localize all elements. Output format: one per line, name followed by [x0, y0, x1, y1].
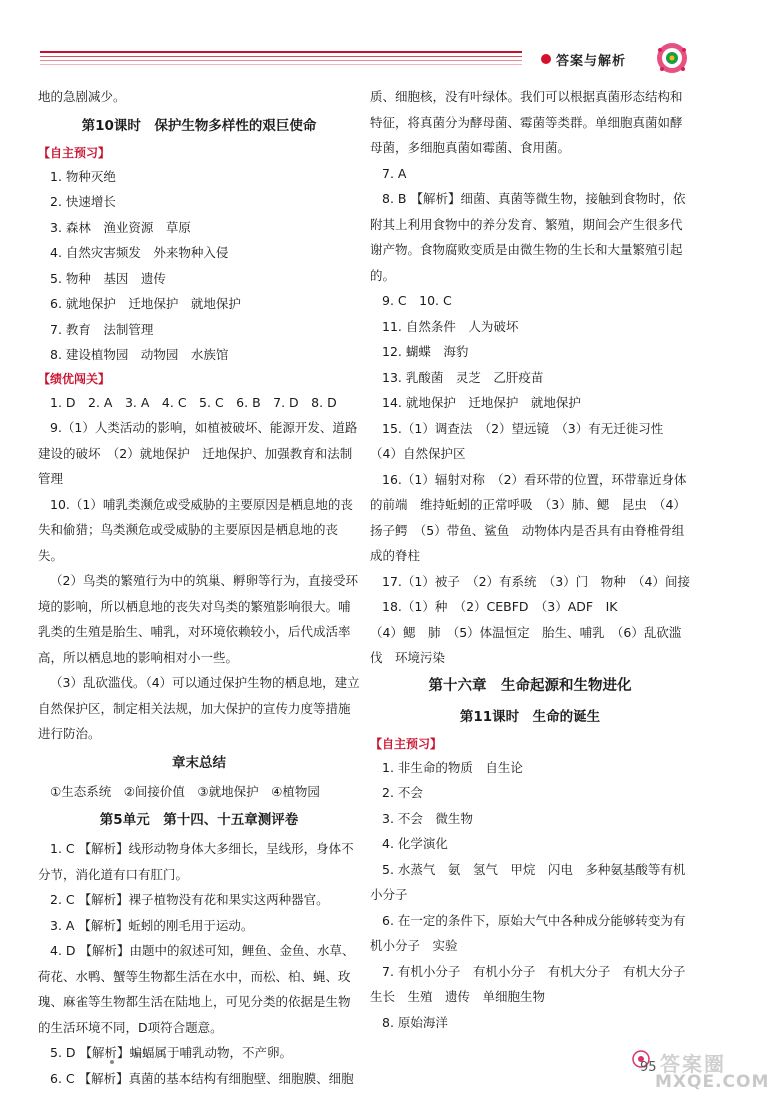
section-heading: 第5单元 第十四、十五章测评卷: [99, 812, 299, 828]
answer-line: 2. 快速增长: [50, 194, 116, 209]
section-tag-row: [370, 733, 690, 755]
answer-line: 9.（1）人类活动的影响，如植被破坏、能源开发、道路建设的破坏 （2）就地保护 迁地保护、加强教育和法制管理: [38, 420, 358, 486]
header-rule-4: [40, 64, 522, 65]
answer-line: 1. D 2. A 3. A 4. C 5. C 6. B 7. D 8. D: [50, 394, 337, 410]
answer-line: 5. D 【解析】蝙蝠属于哺乳动物，不产卵。: [50, 1045, 292, 1060]
header-title: 答案与解析: [556, 54, 627, 69]
section-heading: 第11课时 生命的诞生: [459, 708, 601, 725]
answer-line: 2. C 【解析】裸子植物没有花和果实这两种器官。: [50, 892, 329, 907]
answer-line: 4. D 【解析】由题中的叙述可知，鲤鱼、金鱼、水草、荷花、水鸭、蟹等生物都生活在水中，而松、柏、蝇、玫瑰、麻雀等生物都生活在陆地上，可见分类的依据是生物的生活环境不同，D项符合题意。: [38, 943, 355, 1035]
answer-line: （4）自然保护区: [370, 446, 466, 461]
answer-line: 6. 在一定的条件下，原始大气中各种成分能够转变为有机小分子 实验: [370, 912, 686, 953]
page-number: 95: [640, 1060, 657, 1075]
section-tag: 【自主预习】: [38, 145, 111, 160]
answer-line: （3）乱砍滥伐。（4）可以通过保护生物的栖息地，建立自然保护区，制定相关法规，加大保护的宣传力度等措施进行防治。: [38, 675, 360, 741]
answer-line: 8. 原始海洋: [382, 1014, 448, 1030]
answer-line: 15.（1）调查法 （2）望远镜 （3）有无迁徙习性: [382, 420, 664, 436]
answer-line: 1. 非生命的物质 自生论: [382, 759, 523, 775]
answer-line: 7. A: [382, 165, 407, 181]
answer-line: 1. C 【解析】线形动物身体大多细长，呈线形，身体不分节，消化道有口有肛门。: [38, 841, 354, 882]
flower-logo-icon: [654, 40, 690, 76]
section-heading: 章末总结: [172, 754, 226, 771]
answer-line: 4. 自然灾害频发 外来物种入侵: [50, 245, 229, 260]
header-bullet-icon: [541, 54, 551, 64]
answer-line: 7. 教育 法制管理: [50, 321, 154, 337]
section-heading: 第10课时 保护生物多样性的艰巨使命: [81, 117, 317, 134]
answer-line: 6. 就地保护 迁地保护 就地保护: [50, 296, 241, 311]
answer-line: （4）鳃 肺 （5）体温恒定 胎生、哺乳 （6）乱砍滥伐 环境污染: [370, 624, 682, 665]
watermark-url: MXQE.COM: [655, 1072, 769, 1092]
answer-line: 5. 物种 基因 遗传: [50, 270, 166, 286]
answer-line: 18.（1）种 （2）CEBFD （3）ADF IK: [382, 599, 618, 614]
right-column: [370, 84, 698, 1035]
header-rule-2: [40, 56, 522, 57]
answer-line: 7. 有机小分子 有机小分子 有机大分子 有机大分子 生长 生殖 遗传 单细胞生物: [370, 963, 698, 1004]
answer-line: ①生态系统 ②间接价值 ③就地保护 ④植物园: [50, 783, 320, 799]
section-tag-row: [38, 368, 360, 390]
answer-line: 14. 就地保护 迁地保护 就地保护: [382, 395, 581, 410]
answer-line: 2. 不会: [382, 785, 423, 800]
left-column: [38, 84, 360, 1091]
answer-line: 地的急剧减少。: [38, 89, 126, 104]
answer-line: 3. 森林 渔业资源 草原: [50, 219, 191, 235]
answer-line: 16.（1）辐射对称 （2）看环带的位置，环带靠近身体的前端 维持蚯蚓的正常呼吸 （3）肺、鳃 昆虫 （4）扬子鳄 （5）带鱼、鲨鱼 动物体内是否具有由脊椎骨组成的脊柱: [370, 471, 687, 563]
section-tag: 【自主预习】: [370, 736, 443, 751]
ink-dot: [110, 1060, 114, 1064]
answer-line: 13. 乳酸菌 灵芝 乙肝疫苗: [382, 369, 544, 385]
answer-line: 9. C 10. C: [382, 293, 452, 308]
section-tag: 【绩优闯关】: [38, 371, 111, 386]
header-rule-1: [40, 51, 522, 53]
answer-line: 6. C 【解析】真菌的基本结构有细胞壁、细胞膜、细胞: [50, 1070, 354, 1086]
answer-line: 3. A 【解析】蚯蚓的刚毛用于运动。: [50, 917, 254, 933]
answer-line: 3. 不会 微生物: [382, 810, 473, 826]
answer-line: 4. 化学演化: [382, 836, 448, 851]
watermark-logo: 答案圈: [660, 1052, 726, 1076]
answer-line: 8. B 【解析】细菌、真菌等微生物，接触到食物时，依附其上利用食物中的养分发育、繁殖，期间会产生很多代谢产物。食物腐败变质是由微生物的生长和大量繁殖引起的。: [370, 191, 686, 283]
section-tag-row: [38, 142, 360, 164]
answer-line: 12. 蝴蝶 海豹: [382, 344, 469, 359]
answer-line: 11. 自然条件 人为破坏: [382, 318, 519, 334]
answer-line: 质、细胞核，没有叶绿体。我们可以根据真菌形态结构和特征，将真菌分为酵母菌、霉菌等类群。单细胞真菌如酵母菌，多细胞真菌如霉菌、食用菌。: [370, 89, 683, 155]
answer-line: 1. 物种灭绝: [50, 168, 116, 184]
answer-line: 5. 水蒸气 氨 氢气 甲烷 闪电 多种氨基酸等有机小分子: [370, 861, 686, 902]
answer-line: 10.（1）哺乳类濒危或受威胁的主要原因是栖息地的丧失和偷猎；鸟类濒危或受威胁的主要原因是栖息地的丧失。: [38, 496, 353, 563]
answer-line: （2）鸟类的繁殖行为中的筑巢、孵卵等行为，直接受环境的影响，所以栖息地的丧失对鸟类的繁殖影响很大。哺乳类的生殖是胎生、哺乳，对环境依赖较小，后代成活率高，所以栖息地的影响相对小一些。: [38, 573, 358, 665]
answer-line: 8. 建设植物园 动物园 水族馆: [50, 347, 229, 362]
answer-line: 17.（1）被子 （2）有系统 （3）门 物种 （4）间接: [382, 573, 690, 589]
chapter-heading: 第十六章 生命起源和生物进化: [428, 677, 632, 694]
header-rule-3: [40, 60, 522, 61]
